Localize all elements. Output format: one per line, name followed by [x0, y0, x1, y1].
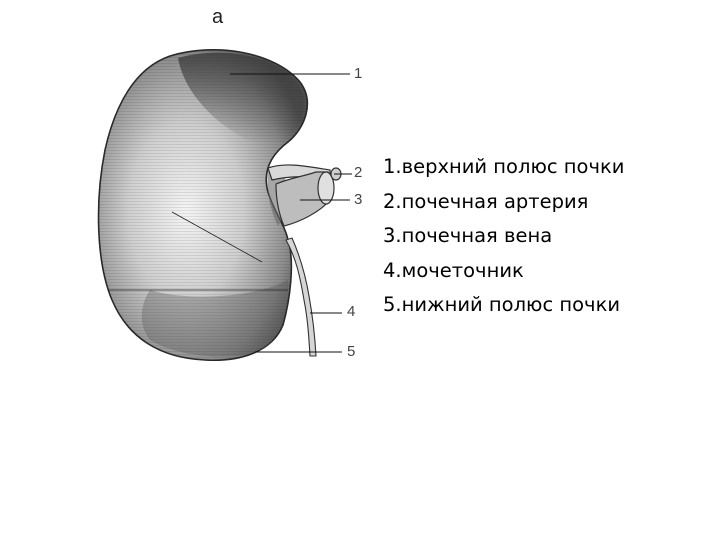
legend-item-lower-pole: 5.нижний полюс почки — [383, 293, 621, 316]
callout-number-2: 2 — [354, 164, 363, 181]
figure-panel-letter: а — [212, 6, 224, 28]
legend-item-renal-vein: 3.почечная вена — [383, 224, 553, 247]
legend-list — [383, 150, 624, 323]
callout-number-4: 4 — [347, 303, 356, 320]
callout-number-5: 5 — [347, 343, 356, 360]
callout-number-1: 1 — [354, 65, 363, 82]
legend-item-ureter: 4.мочеточник — [383, 258, 524, 282]
legend-item-renal-artery: 2.почечная артерия — [383, 189, 589, 213]
callout-number-3: 3 — [354, 191, 363, 208]
legend-item-upper-pole: 1.верхний полюс почки — [383, 155, 625, 178]
